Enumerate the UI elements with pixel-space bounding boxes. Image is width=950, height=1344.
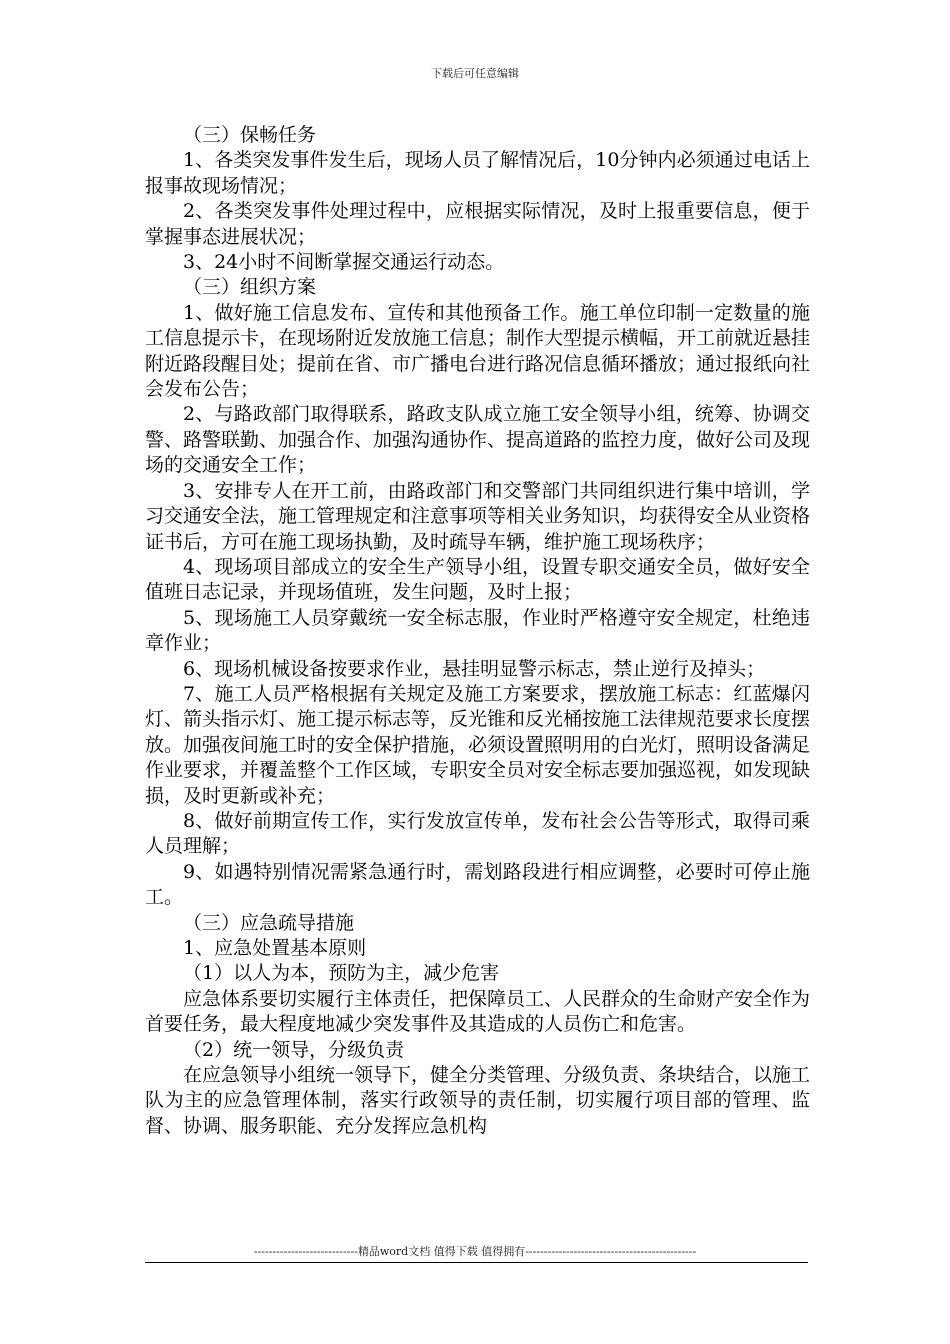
paragraph: 1、做好施工信息发布、宣传和其他预备工作。施工单位印制一定数量的施工信息提示卡，在现场附近发放施工信息；制作大型提示横幅，开工前就近悬挂附近路段醒目处；提前在省、市广播电台进行路况信息循环播放；通过报纸向社会发布公告； xyxy=(145,301,811,401)
paragraph: （三）应急疏导措施 xyxy=(183,911,355,934)
paragraph: 5、现场施工人员穿戴统一安全标志服，作业时严格遵守安全规定，杜绝违章作业； xyxy=(145,606,810,655)
paragraph: （三）保畅任务 xyxy=(183,124,317,146)
paragraph: （2）统一领导，分级负责 xyxy=(183,1038,405,1061)
paragraph: 1、应急处置基本原则 xyxy=(183,937,367,959)
document-body xyxy=(145,123,810,1139)
paragraph: 在应急领导小组统一领导下，健全分类管理、分级负责、条块结合，以施工队为主的应急管理体制，落实行政领导的责任制，切实履行项目部的管理、监督、协调、服务职能、充分发挥应急机构 xyxy=(145,1064,811,1137)
paragraph: 7、施工人员严格根据有关规定及施工方案要求，摆放施工标志：红蓝爆闪灯、箭头指示灯、施工提示标志等，反光锥和反光桶按施工法律规范要求长度摆放。加强夜间施工时的安全保护措施，必须设置照明用的白光灯，照明设备满足作业要求，并覆盖整个工作区域，专职安全员对安全标志要加强巡视，如发现缺损，及时更新或补充； xyxy=(145,682,811,807)
paragraph: 应急体系要切实履行主体责任，把保障员工、人民群众的生命财产安全作为首要任务，最大程度地减少突发事件及其造成的人员伤亡和危害。 xyxy=(145,987,811,1036)
paragraph: 6、现场机械设备按要求作业，悬挂明显警示标志，禁止逆行及掉头； xyxy=(183,657,766,680)
footer-divider xyxy=(145,1262,808,1263)
paragraph: 3、安排专人在开工前，由路政部门和交警部门共同组织进行集中培训，学习交通安全法，施工管理规定和注意事项等相关业务知识，均获得安全从业资格证书后，方可在施工现场执勤，及时疏导车辆，维护施工现场秩序； xyxy=(145,479,811,553)
paragraph: 4、现场项目部成立的安全生产领导小组，设置专职交通安全员，做好安全值班日志记录，并现场值班，发生问题，及时上报； xyxy=(145,555,810,604)
paragraph: 9、如遇特别情况需紧急通行时，需划路段进行相应调整，必要时可停止施工。 xyxy=(145,860,810,909)
paragraph: （1）以人为本，预防为主，减少危害 xyxy=(183,962,500,985)
header-note: 下载后可任意编辑 xyxy=(431,67,519,80)
footer-note: ----------------------------精品word文档 值得下载 值得拥有---------------------------------------------- xyxy=(253,1245,697,1258)
paragraph: 1、各类突发事件发生后，现场人员了解情况后，10分钟内必须通过电话上报事故现场情况； xyxy=(145,149,810,197)
paragraph: 2、与路政部门取得联系，路政支队成立施工安全领导小组，统筹、协调交警、路警联勤、加强合作、加强沟通协作、提高道路的监控力度，做好公司及现场的交通安全工作； xyxy=(145,403,811,477)
paragraph: 2、各类突发事件处理过程中，应根据实际情况，及时上报重要信息，便于掌握事态进展状况； xyxy=(145,200,810,248)
paragraph: 3、24小时不间断掌握交通运行动态。 xyxy=(183,251,505,274)
paragraph: （三）组织方案 xyxy=(183,276,317,299)
paragraph: 8、做好前期宣传工作，实行发放宣传单，发布社会公告等形式，取得司乘人员理解； xyxy=(145,809,810,858)
